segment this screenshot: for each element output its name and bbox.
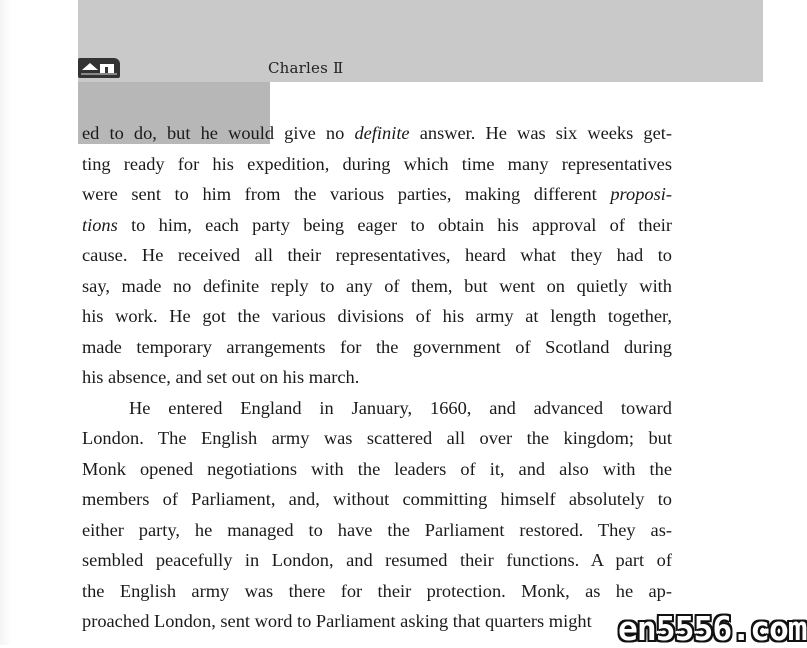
text-line [82, 545, 672, 576]
text-line [82, 484, 672, 515]
text-line [82, 271, 672, 302]
chapter-emblem-icon [78, 58, 120, 78]
text-line [82, 393, 672, 424]
text-run: definite [354, 123, 410, 143]
text-line [82, 179, 672, 210]
text-run: ed to do, but he would give no [82, 123, 355, 143]
text-line [82, 576, 672, 607]
text-line [82, 362, 672, 393]
text-run: proposi- [610, 184, 672, 204]
text-run: He entered England in January, 1660, and advanced toward [129, 397, 672, 418]
text-run: cause. He received all their representatives, heard what they had to [82, 245, 672, 265]
text-line [82, 332, 672, 363]
text-line [82, 210, 672, 241]
text-run: were sent to him from the various parties, making different [82, 184, 611, 204]
text-run: to him, each party being eager to obtain his approval of their [117, 214, 672, 235]
text-run: Monk opened negotiations with the leaders of it, and also with the [82, 458, 672, 479]
text-run: his absence, and set out on his march. [82, 367, 360, 387]
site-watermark: en5556.com [618, 609, 807, 648]
text-run: made temporary arrangements for the government of Scotland during [82, 336, 672, 357]
text-run: proached London, sent word to Parliament asking that quarters might [82, 611, 592, 631]
text-run: his work. He got the various divisions of his army at length together, [82, 306, 672, 326]
text-run: say, made no definite reply to any of them, but went on quietly with [82, 275, 672, 296]
text-run: ting ready for his expedition, during which time many representatives [82, 153, 672, 174]
text-run: members of Parliament, and, without committing himself absolutely to [82, 489, 672, 509]
text-run: London. The English army was scattered all over the kingdom; but [82, 428, 672, 448]
text-line [82, 118, 672, 149]
running-head: Charles Ⅱ [268, 59, 344, 77]
text-line [82, 423, 672, 454]
text-run: the English army was there for their protection. Monk, as he ap- [82, 580, 672, 601]
text-line [82, 149, 672, 180]
text-line [82, 606, 672, 637]
text-run: answer. He was six weeks get- [409, 123, 672, 143]
text-run: tions [82, 214, 118, 235]
body-text [82, 118, 672, 637]
text-run: sembled peacefully in London, and resumed their functions. A part of [82, 550, 672, 570]
page-edge [0, 0, 12, 645]
text-line [82, 301, 672, 332]
text-run: either party, he managed to have the Parliament restored. They as- [82, 519, 672, 540]
header-band [78, 0, 763, 82]
text-line [82, 515, 672, 546]
text-line [82, 240, 672, 271]
text-line [82, 454, 672, 485]
